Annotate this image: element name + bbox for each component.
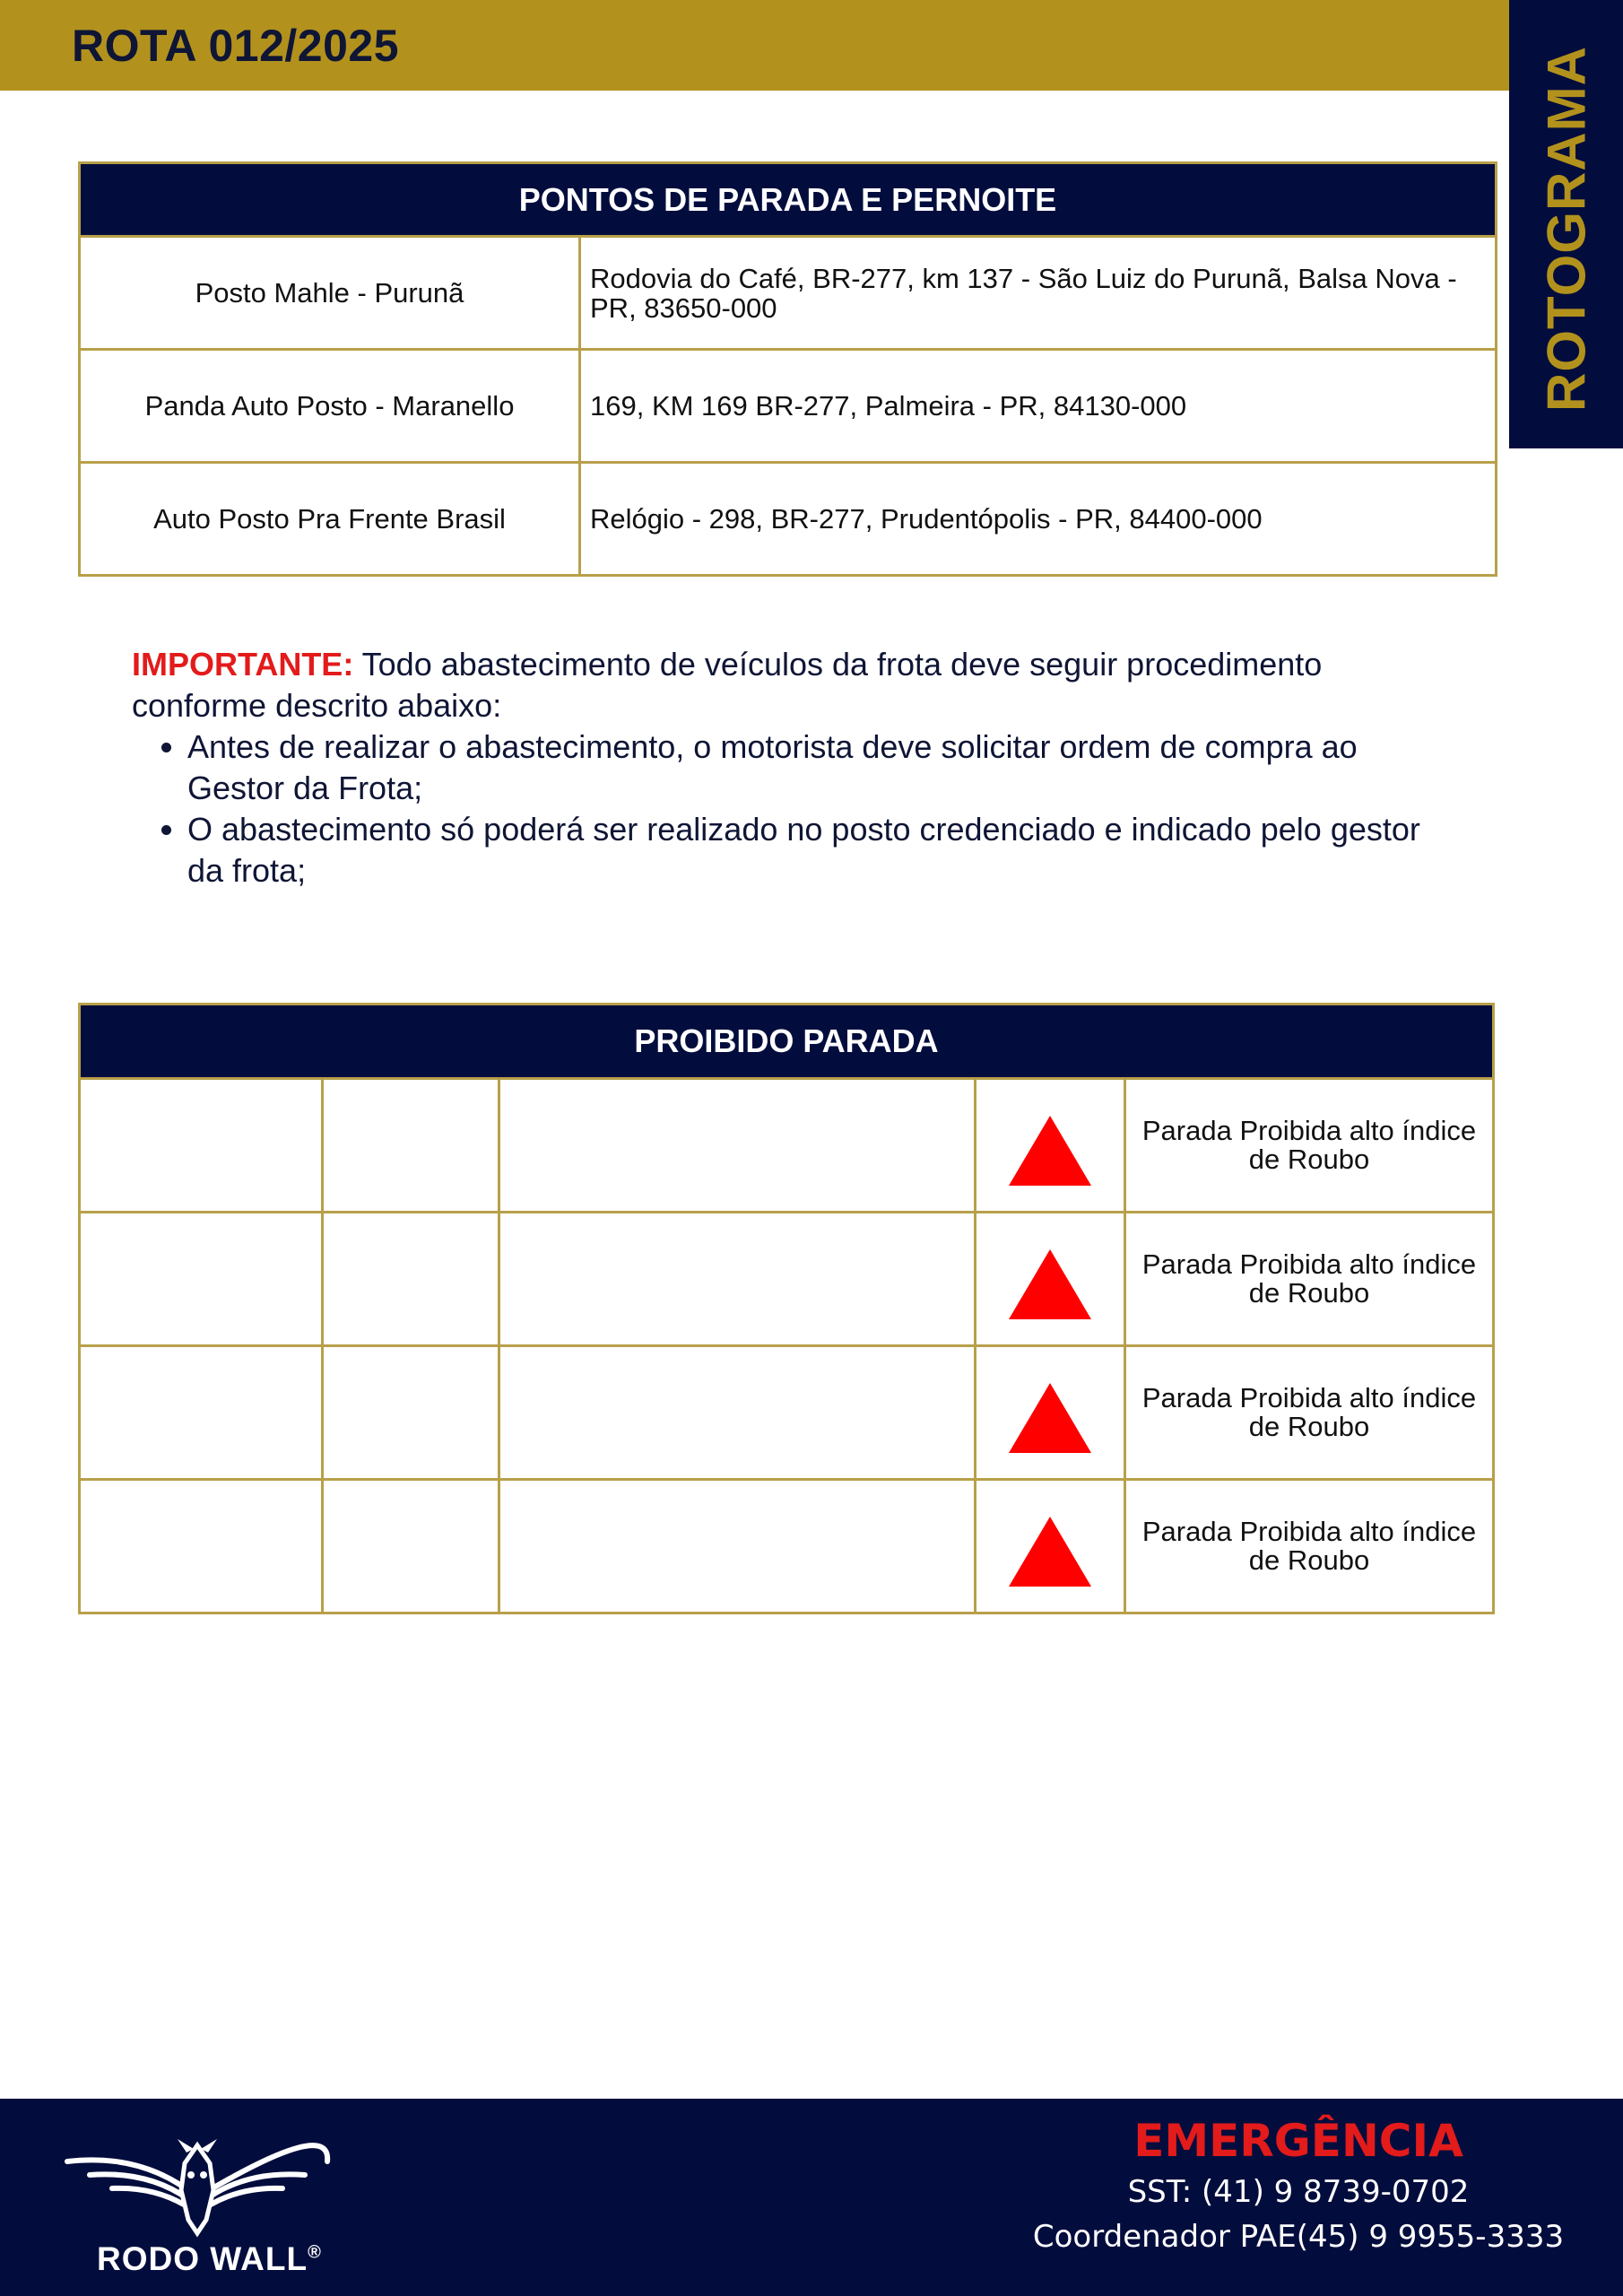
empty-cell [81,1347,321,1478]
list-item: • Antes de realizar o abastecimento, o motorista deve solicitar ordem de compra ao Gestor da Frota; [187,726,1441,809]
winged-horse-logo-icon [63,2135,332,2238]
warning-icon-cell [976,1347,1124,1478]
table-row [81,1080,1492,1211]
empty-cell [324,1080,498,1211]
stop-address: 169, KM 169 BR-277, Palmeira - PR, 84130-000 [581,351,1495,461]
header-bar [0,0,1509,91]
important-label: IMPORTANTE: [132,646,354,683]
stop-address: Rodovia do Café, BR-277, km 137 - São Luiz do Purunã, Balsa Nova - PR, 83650-000 [581,238,1495,348]
stops-table [78,161,1497,577]
warning-icon-cell [976,1213,1124,1344]
warning-text: Parada Proibida alto índice de Roubo [1126,1213,1492,1344]
empty-cell [500,1481,974,1612]
table-row [81,238,1495,348]
emergency-contacts [1029,2112,1567,2259]
table-row [81,351,1495,461]
empty-cell [324,1347,498,1478]
empty-cell [81,1080,321,1211]
empty-cell [324,1213,498,1344]
warning-triangle-icon [1009,1517,1091,1587]
table-row [81,1481,1492,1612]
emergency-title: EMERGÊNCIA [1133,2115,1463,2167]
table-row [81,464,1495,574]
footer [0,2099,1623,2296]
table-row [81,1347,1492,1478]
warning-triangle-icon [1009,1383,1091,1453]
sst-phone: SST: (41) 9 8739-0702 [1127,2174,1470,2210]
notice-list [132,726,1441,891]
company-logo [63,2135,332,2277]
coordinator-phone: Coordenador PAE(45) 9 9955-3333 [1032,2219,1565,2255]
empty-cell [500,1347,974,1478]
empty-cell [500,1213,974,1344]
important-notice [132,644,1441,891]
warning-triangle-icon [1009,1116,1091,1186]
forbidden-stops-table [78,1003,1495,1614]
logo-text: RODO WALL® [97,2240,322,2277]
empty-cell [81,1213,321,1344]
empty-cell [81,1481,321,1612]
warning-text: Parada Proibida alto índice de Roubo [1126,1080,1492,1211]
stop-name: Auto Posto Pra Frente Brasil [81,464,578,574]
warning-icon-cell [976,1481,1124,1612]
side-tab [1509,0,1623,448]
empty-cell [324,1481,498,1612]
warning-triangle-icon [1009,1249,1091,1319]
stop-address: Relógio - 298, BR-277, Prudentópolis - PR, 84400-000 [581,464,1495,574]
notice-text: Todo abastecimento de veículos da frota deve seguir procedimento conforme descrito abaixo: [132,646,1323,724]
forbidden-table-title: PROIBIDO PARADA [81,1005,1492,1077]
stop-name: Posto Mahle - Purunã [81,238,578,348]
notice-paragraph [132,644,1441,726]
side-tab-label: ROTOGRAMA [1536,46,1596,412]
stops-table-title: PONTOS DE PARADA E PERNOITE [81,164,1495,235]
route-title: ROTA 012/2025 [72,21,400,71]
table-row [81,1213,1492,1344]
empty-cell [500,1080,974,1211]
list-item: • O abastecimento só poderá ser realizado no posto credenciado e indicado pelo gestor da frota; [187,809,1441,891]
warning-icon-cell [976,1080,1124,1211]
warning-text: Parada Proibida alto índice de Roubo [1126,1347,1492,1478]
warning-text: Parada Proibida alto índice de Roubo [1126,1481,1492,1612]
stop-name: Panda Auto Posto - Maranello [81,351,578,461]
